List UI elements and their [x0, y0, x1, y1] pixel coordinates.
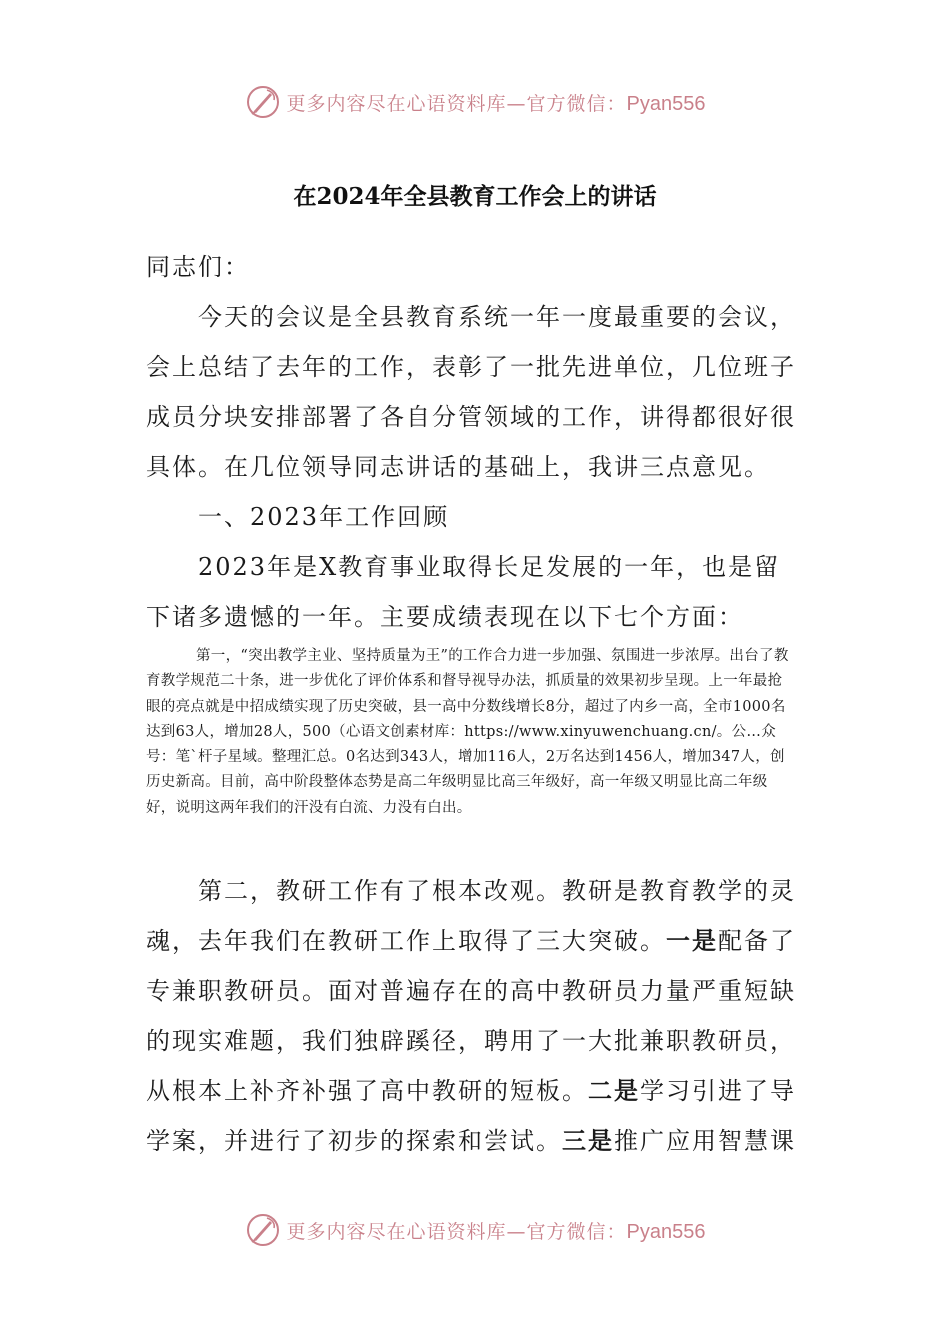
summary-paragraph: 2023年是X教育事业取得长足发展的一年，也是留下诸多遗憾的一年。主要成绩表现在以下七个方面： [146, 553, 781, 631]
speech-body-lower [146, 866, 796, 1166]
quill-logo-icon [245, 84, 281, 120]
wechat-id: Pyan556 [626, 1220, 706, 1243]
quill-logo-icon [245, 1212, 281, 1248]
salutation: 同志们： [146, 253, 250, 281]
keyword-three: 三是 [562, 1126, 614, 1155]
keyword-two: 二是 [588, 1076, 640, 1105]
point-one-paragraph: 第一，“突出教学主业、坚持质量为王”的工作合力进一步加强、氛围进一步浓厚。出台了教育教学规范二十条，进一步优化了评价体系和督导视导办法，抓质量的效果初步呈现。上一年最抢眼的亮点就是中招成绩实现了历史突破，县一高中分数线增长8分，超过了内乡一高，全市1000名达到63人，增加28人，500（心语文创素材库：https://www.xinyuwenchuang.cn/。公…众号：笔`杆子星域。整理汇总。0名达到343人，增加116人，2万名达到1456人，增加347人，创历史新高。目前，高中阶段整体态势是高二年级明显比高三年级好，高一年级又明显比高二年级好，说明这两年我们的汗没有白流、力没有白出。 [146, 648, 789, 816]
speech-body-upper [146, 242, 796, 642]
section-heading: 一、2023年工作回顾 [198, 503, 450, 531]
intro-paragraph: 今天的会议是全县教育系统一年一度最重要的会议，会上总结了去年的工作，表彰了一批先进单位，几位班子成员分块安排部署了各自分管领域的工作，讲得都很好很具体。在几位领导同志讲话的基础上，我讲三点意见。 [146, 303, 796, 481]
watermark-text: 更多内容尽在心语资料库—官方微信：Pyan556 [286, 1220, 706, 1243]
point-two-paragraph: 第二，教研工作有了根本改观。教研是教育教学的灵魂，去年我们在教研工作上取得了三大突破。一是配备了专兼职教研员。面对普遍存在的高中教研员力量严重短缺的现实难题，我们独辟蹊径，聘用了一大批兼职教研员，从根本上补齐补强了高中教研的短板。二是学习引进了导学案，并进行了初步的探索和尝试。三是推广应用智慧课 [146, 877, 796, 1155]
document-title: 在2024年全县教育工作会上的讲话 [293, 183, 657, 210]
wechat-id: Pyan556 [626, 92, 706, 115]
watermark-text: 更多内容尽在心语资料库—官方微信：Pyan556 [286, 92, 706, 115]
keyword-one: 一是 [666, 926, 718, 955]
watermark-banner-bottom [0, 1208, 950, 1252]
watermark-banner-top [0, 80, 950, 124]
